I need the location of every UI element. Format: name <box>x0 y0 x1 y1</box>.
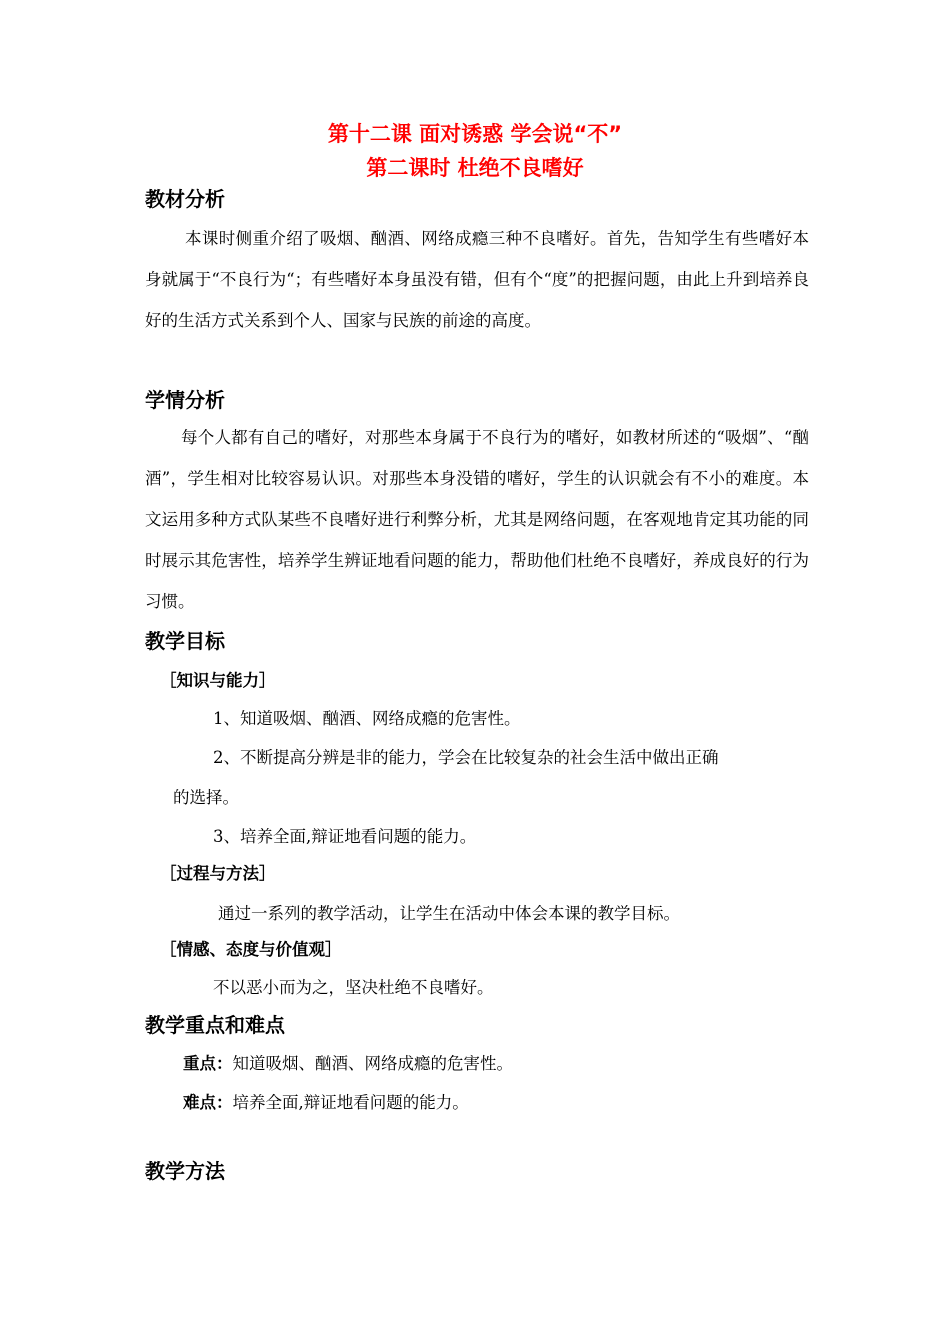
process-method-label: ［过程与方法］ <box>160 864 276 883</box>
difficult-point-text: 培养全面,辩证地看问题的能力。 <box>232 1093 469 1112</box>
student-analysis-text: 每个人都有自己的嗜好，对那些本身属于不良行为的嗜好，如教材所述的“吸烟”、“酗酒”，学生相对比较容易认识。对那些本身没错的嗜好，学生的认识就会有不小的难度。本文运用多种方式队某些不良嗜好进行利弊分析，尤其是网络问题，在客观地肯定其功能的同时展示其危害性，培养学生辨证地看问题的能力，帮助他们杜绝不良嗜好，养成良好的行为习惯。 <box>145 428 809 611</box>
process-method-text: 通过一系列的教学活动，让学生在活动中体会本课的教学目标。 <box>218 904 680 923</box>
goal-item-3: 3、培养全面,辩证地看问题的能力。 <box>213 827 477 846</box>
key-point-label: 重点： <box>183 1054 233 1073</box>
emotion-values-text: 不以恶小而为之，坚决杜绝不良嗜好。 <box>213 978 494 997</box>
student-analysis-heading: 学情分析 <box>145 388 225 412</box>
difficult-point-line <box>183 1091 469 1115</box>
key-point-line <box>183 1052 513 1076</box>
key-point-text: 知道吸烟、酗酒、网络成瘾的危害性。 <box>232 1054 513 1073</box>
material-analysis-heading: 教材分析 <box>145 187 225 211</box>
material-analysis-text: 本课时侧重介绍了吸烟、酗酒、网络成瘾三种不良嗜好。首先，告知学生有些嗜好本身就属于“不良行为“；有些嗜好本身虽没有错，但有个“度”的把握问题，由此上升到培养良好的生活方式关系到个人、国家与民族的前途的高度。 <box>145 229 809 330</box>
lesson-title: 第十二课 面对诱惑 学会说“不” <box>327 122 623 146</box>
goal-item-1: 1、知道吸烟、酗酒、网络成瘾的危害性。 <box>213 709 521 728</box>
emotion-values-label: ［情感、态度与价值观］ <box>160 940 342 959</box>
lesson-subtitle: 第二课时 杜绝不良嗜好 <box>366 156 584 180</box>
difficult-point-label: 难点： <box>183 1093 233 1112</box>
teaching-methods-heading: 教学方法 <box>145 1159 225 1183</box>
goal-item-2: 2、不断提高分辨是非的能力，学会在比较复杂的社会生活中做出正确 <box>213 748 719 767</box>
key-difficult-heading: 教学重点和难点 <box>145 1013 285 1037</box>
knowledge-ability-label: ［知识与能力］ <box>160 671 276 690</box>
teaching-goals-heading: 教学目标 <box>145 629 225 653</box>
goal-item-2-continued: 的选择。 <box>173 788 239 807</box>
